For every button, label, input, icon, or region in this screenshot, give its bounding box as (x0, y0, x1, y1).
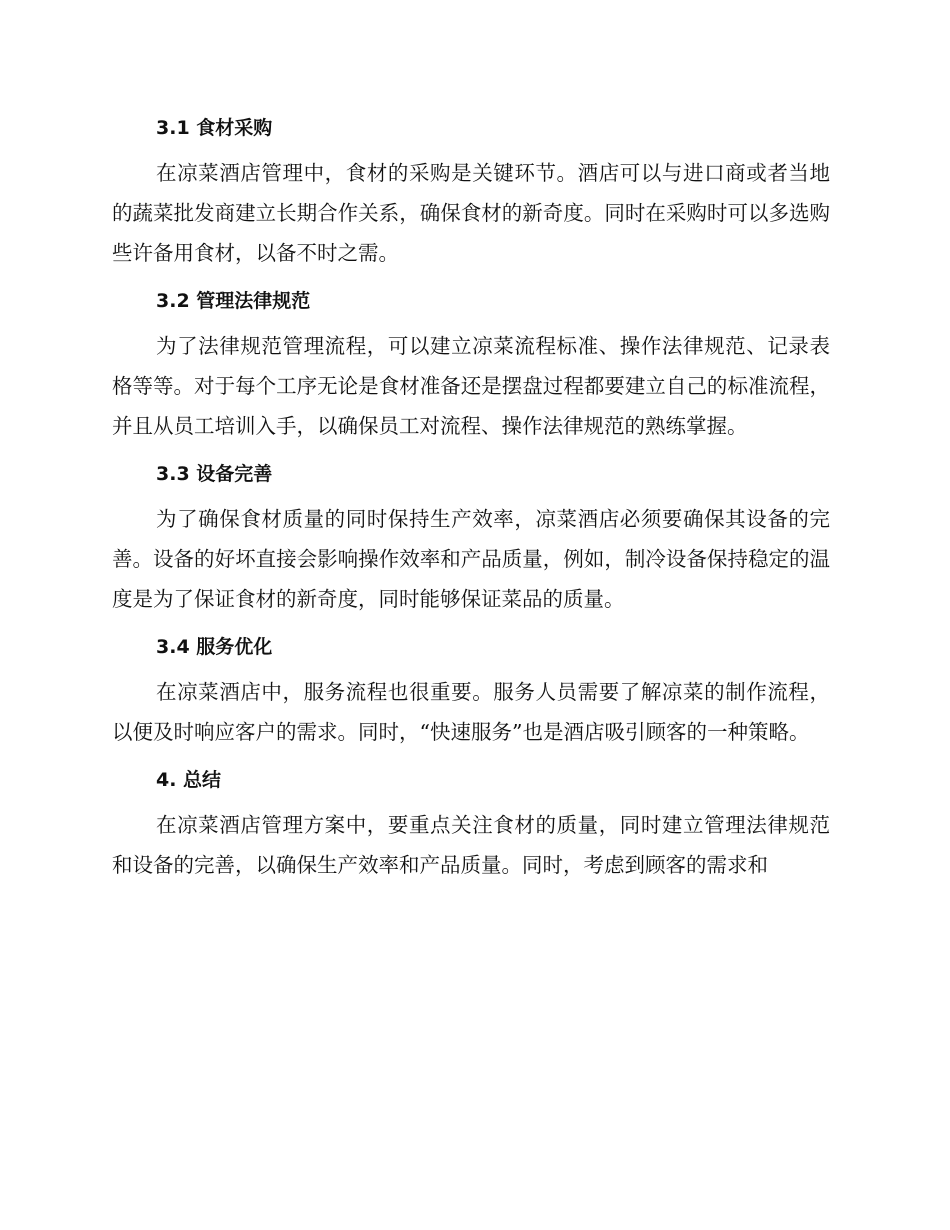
section-heading: 3.4 服务优化 (156, 636, 273, 658)
section-paragraph: 为了法律规范管理流程，可以建立凉菜流程标准、操作法律规范、记录表格等等。对于每个工序无论是食材准备还是摆盘过程都要建立自己的标准流程，并且从员工培训入手，以确保员工对流程、操作法律规范的熟练掌握。 (112, 334, 830, 438)
section-paragraph: 在凉菜酒店管理方案中，要重点关注食材的质量，同时建立管理法律规范和设备的完善，以确保生产效率和产品质量。同时，考虑到顾客的需求和 (112, 813, 830, 877)
section-3-4 (112, 629, 830, 752)
section-heading: 3.2 管理法律规范 (156, 290, 311, 312)
section-3-2 (112, 283, 830, 446)
section-paragraph: 为了确保食材质量的同时保持生产效率，凉菜酒店必须要确保其设备的完善。设备的好坏直接会影响操作效率和产品质量，例如，制冷设备保持稳定的温度是为了保证食材的新奇度，同时能够保证菜品的质量。 (112, 507, 830, 611)
section-4 (112, 762, 830, 885)
section-heading: 3.3 设备完善 (156, 463, 273, 485)
section-paragraph: 在凉菜酒店中，服务流程也很重要。服务人员需要了解凉菜的制作流程，以便及时响应客户的需求。同时，“快速服务”也是酒店吸引顾客的一种策略。 (112, 680, 830, 744)
section-heading: 3.1 食材采购 (156, 117, 273, 139)
section-paragraph: 在凉菜酒店管理中，食材的采购是关键环节。酒店可以与进口商或者当地的蔬菜批发商建立长期合作关系，确保食材的新奇度。同时在采购时可以多选购些许备用食材，以备不时之需。 (112, 161, 830, 265)
section-heading: 4. 总结 (156, 769, 222, 791)
section-3-3 (112, 456, 830, 619)
section-3-1 (112, 110, 830, 273)
